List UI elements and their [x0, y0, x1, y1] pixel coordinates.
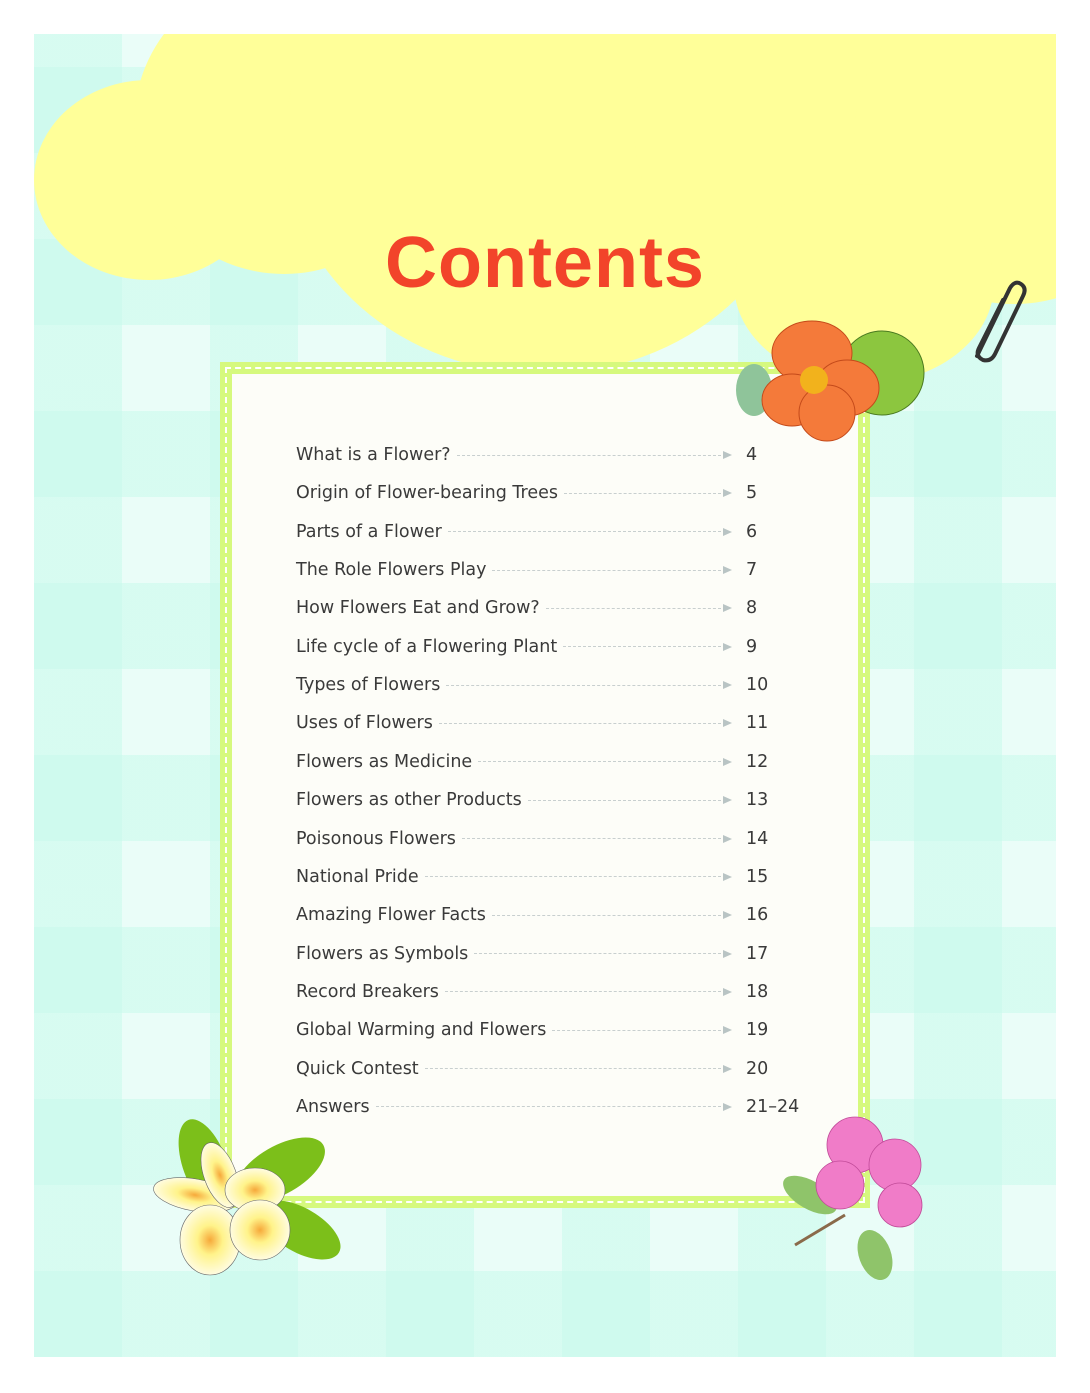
toc-entry[interactable] — [296, 596, 816, 620]
nasturtium-flower-illustration — [732, 318, 927, 446]
toc-entry-page: 19 — [746, 1020, 769, 1041]
dot-leader — [563, 646, 721, 647]
arrow-icon — [723, 451, 732, 459]
toc-entry[interactable] — [296, 481, 816, 505]
dot-leader — [448, 531, 721, 532]
toc-entry-title: The Role Flowers Play — [296, 560, 487, 581]
toc-entry[interactable] — [296, 942, 816, 966]
toc-entry-page: 12 — [746, 751, 769, 772]
dot-leader — [492, 915, 721, 916]
dot-leader — [546, 608, 721, 609]
page-title: Contents — [385, 223, 705, 303]
dot-leader — [439, 723, 721, 724]
toc-entry[interactable] — [296, 827, 816, 851]
toc-entry-page: 11 — [746, 713, 769, 734]
toc-entry-title: What is a Flower? — [296, 445, 451, 465]
toc-entry-page: 18 — [746, 981, 769, 1002]
arrow-icon — [723, 1026, 732, 1034]
toc-entry-page: 9 — [746, 636, 758, 657]
toc-entry-title: National Pride — [296, 866, 419, 887]
dot-leader — [457, 455, 721, 456]
arrow-icon — [723, 758, 732, 766]
dot-leader — [376, 1106, 721, 1107]
toc-entry-title: Poisonous Flowers — [296, 828, 456, 849]
toc-entry[interactable] — [296, 1018, 816, 1042]
toc-entry-title: Life cycle of a Flowering Plant — [296, 636, 558, 657]
toc-entry-title: Types of Flowers — [296, 675, 441, 696]
dot-leader — [425, 1068, 721, 1069]
toc-entry[interactable] — [296, 865, 816, 889]
toc-entry-page: 14 — [746, 828, 769, 849]
toc-entry-title: Answers — [296, 1096, 370, 1117]
arrow-icon — [723, 950, 732, 958]
toc-entry[interactable] — [296, 635, 816, 659]
toc-entry-page: 5 — [746, 483, 758, 504]
toc-entry-page: 7 — [746, 560, 758, 581]
toc-entry[interactable] — [296, 443, 816, 467]
toc-entry-page: 16 — [746, 905, 769, 926]
toc-entry-title: Flowers as other Products — [296, 790, 522, 811]
arrow-icon — [723, 528, 732, 536]
toc-entry[interactable] — [296, 520, 816, 544]
toc-entry-page: 10 — [746, 675, 769, 696]
toc-entry-title: Record Breakers — [296, 981, 439, 1002]
arrow-icon — [723, 1103, 732, 1111]
toc-entry-page: 21–24 — [746, 1096, 800, 1117]
arrow-icon — [723, 873, 732, 881]
toc-entry-title: Flowers as Symbols — [296, 943, 469, 964]
toc-entry[interactable] — [296, 788, 816, 812]
toc-entry-title: Quick Contest — [296, 1058, 419, 1079]
arrow-icon — [723, 1065, 732, 1073]
dot-leader — [474, 953, 721, 954]
arrow-icon — [723, 566, 732, 574]
toc-entry-page: 20 — [746, 1058, 769, 1079]
toc-entry[interactable] — [296, 711, 816, 735]
arrow-icon — [723, 988, 732, 996]
toc-entry-page: 13 — [746, 790, 769, 811]
dot-leader — [446, 685, 721, 686]
arrow-icon — [723, 835, 732, 843]
arrow-icon — [723, 796, 732, 804]
dot-leader — [492, 570, 721, 571]
toc-entry-title: Origin of Flower-bearing Trees — [296, 483, 558, 504]
plumeria-flower-illustration — [150, 1115, 345, 1280]
arrow-icon — [723, 681, 732, 689]
toc-entry[interactable] — [296, 558, 816, 582]
arrow-icon — [723, 719, 732, 727]
toc-entry[interactable] — [296, 673, 816, 697]
toc-entry-page: 6 — [746, 521, 758, 542]
toc-entry[interactable] — [296, 903, 816, 927]
toc-entry[interactable] — [296, 750, 816, 774]
arrow-icon — [723, 604, 732, 612]
paperclip-icon — [965, 278, 1030, 368]
toc-entry[interactable] — [296, 980, 816, 1004]
azalea-flower-illustration — [765, 1095, 935, 1280]
toc-entry-title: Parts of a Flower — [296, 521, 442, 542]
dot-leader — [425, 876, 721, 877]
toc-entry-page: 8 — [746, 598, 758, 619]
toc-entry-page: 4 — [746, 445, 758, 465]
dot-leader — [564, 493, 721, 494]
toc-entry-title: Global Warming and Flowers — [296, 1020, 547, 1041]
toc-entry-page: 17 — [746, 943, 769, 964]
dot-leader — [552, 1030, 721, 1031]
dot-leader — [478, 761, 721, 762]
arrow-icon — [723, 911, 732, 919]
toc-entry[interactable] — [296, 1095, 816, 1119]
dot-leader — [462, 838, 721, 839]
arrow-icon — [723, 643, 732, 651]
toc-entry-title: Flowers as Medicine — [296, 751, 473, 772]
toc-entry-title: Amazing Flower Facts — [296, 905, 486, 926]
toc-entry-title: Uses of Flowers — [296, 713, 433, 734]
toc-entry[interactable] — [296, 1057, 816, 1081]
dot-leader — [528, 800, 721, 801]
toc-entry-page: 15 — [746, 866, 769, 887]
toc-entry-title: How Flowers Eat and Grow? — [296, 598, 540, 619]
arrow-icon — [723, 489, 732, 497]
dot-leader — [445, 991, 721, 992]
